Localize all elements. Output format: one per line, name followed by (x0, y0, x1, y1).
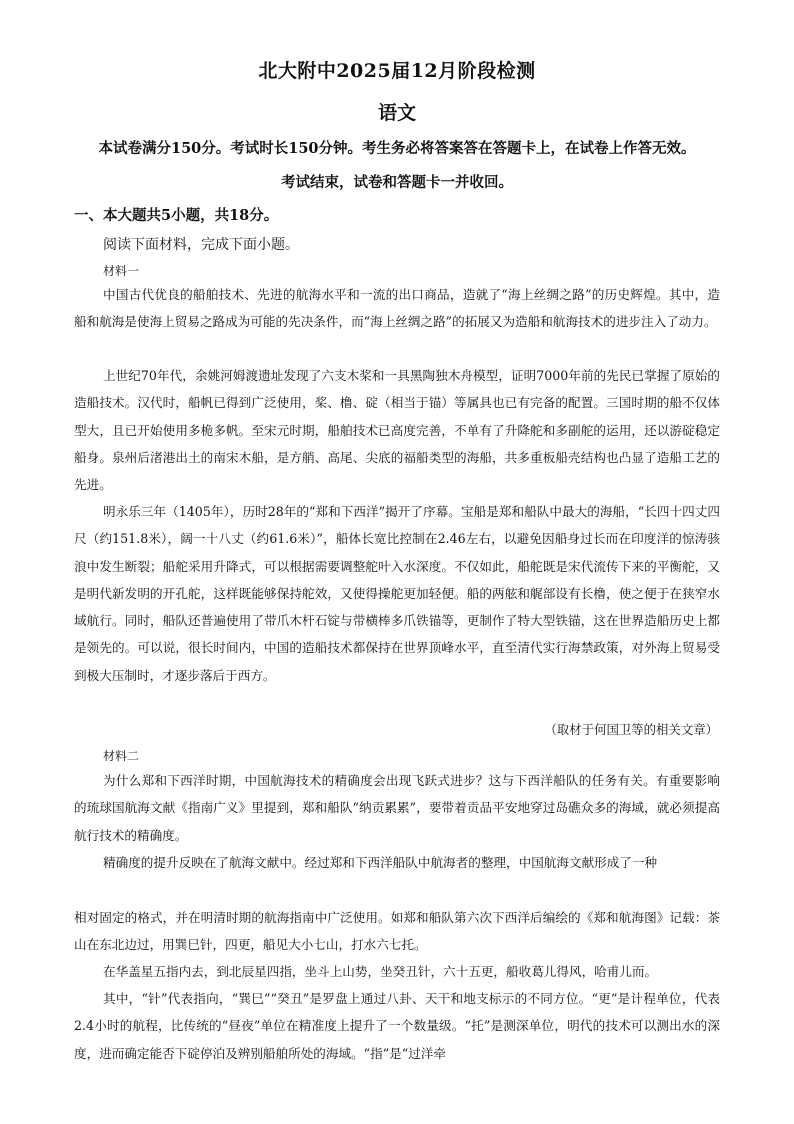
reading-instruction: 阅读下面材料，完成下面小题。 (103, 237, 299, 253)
material-1-source: （取材于何国卫等的相关文章） (544, 722, 718, 737)
exam-notice-line-2: 考试结束，试卷和答题卡一并收回。 (281, 174, 513, 191)
material-2-paragraph: 为什么郑和下西洋时期，中国航海技术的精确度会出现飞跃式进步？这与下西洋船队的任务有关。有重要影响的琉球国航海文献《指南广义》里提到，郑和船队“纳贡累累”，要带着贡品平安地穿过岛礁众多的海域，就必须提高航行技术的精确度。 (74, 773, 720, 843)
material-2-paragraph: 精确度的提升反映在了航海文献中。经过郑和下西洋船队中航海者的整理，中国航海文献形成了一种 (103, 855, 658, 870)
material-2-paragraph: 相对固定的格式，并在明清时期的航海指南中广泛使用。如郑和船队第六次下西洋后编绘的《郑和航海图》记载：茶山在东北边过，用巽巳针，四更，船见大小七山，打水六七托。 (74, 910, 720, 953)
section-heading: 一、本大题共5小题，共18分。 (74, 207, 279, 224)
material-1-label: 材料一 (103, 264, 140, 278)
material-2-paragraph: 在华盖星五指内去，到北辰星四指，坐斗上山势，坐癸丑针，六十五更，船收葛儿得风，哈甫儿而。 (103, 964, 658, 979)
material-1-paragraph: 上世纪70年代，余姚河姆渡遗址发现了六支木桨和一具黑陶独木舟模型，证明7000年前的先民已掌握了原始的造船技术。汉代时，船帆已得到广泛使用，桨、橹、碇（相当于锚）等属具也已有完备的配置。三国时期的船不仅体型大，且已开始使用多桅多帆。至宋元时期，船舶技术已高度完善，不单有了升降舵和多副舵的运用，还以游碇稳定船身。泉州后渚港出土的南宋木船，是方艄、高尾、尖底的福船类型的海船，共多重板船壳结构也凸显了造船工艺的先进。 (74, 368, 720, 493)
exam-title: 北大附中2025届12月阶段检测 (258, 60, 536, 82)
material-2-label: 材料二 (103, 749, 140, 763)
material-1-paragraph: 中国古代优良的船舶技术、先进的航海水平和一流的出口商品，造就了“海上丝绸之路”的历史辉煌。其中，造船和航海是使海上贸易之路成为可能的先决条件，而“海上丝绸之路”的拓展又为造船和航海技术的进步注入了动力。 (74, 287, 720, 330)
material-2-paragraph: 其中，“针”代表指向，“巽巳”“癸丑”是罗盘上通过八卦、天干和地支标示的不同方位。“更”是计程单位，代表2.4小时的航程，比传统的“昼夜”单位在精准度上提升了一个数量级。“托”是测深单位，明代的技术可以测出水的深度，进而确定能否下碇停泊及辨别船舶所处的海域。“指”是“过洋牵 (74, 991, 720, 1061)
material-1-paragraph: 明永乐三年（1405年），历时28年的“郑和下西洋”揭开了序幕。宝船是郑和船队中最大的海船，“长四十四丈四尺（约151.8米），阔一十八丈（约61.6米）”，船体长宽比控制在2.46左右，以避免因船身过长而在印度洋的惊涛骇浪中发生断裂；船舵采用升降式，可以根据需要调整舵叶入水深度。不仅如此，船舵既是宋代流传下来的平衡舵，又是明代新发明的开孔舵，这样既能够保持舵效，又使得操舵更加轻便。船的两舷和艉部设有长橹，使之便于在狭窄水域航行。同时，船队还普遍使用了带爪木杆石锭与带横棒多爪铁锚等，更制作了特大型铁锚，这在世界造船历史上都是领先的。可以说，很长时间内，中国的造船技术都保持在世界顶峰水平，直至清代实行海禁政策，对外海上贸易受到极大压制时，才逐步落后于西方。 (74, 504, 720, 683)
exam-notice-line-1: 本试卷满分150分。考试时长150分钟。考生务必将答案答在答题卡上，在试卷上作答无效。 (98, 140, 696, 157)
subject-title: 语文 (377, 102, 416, 124)
